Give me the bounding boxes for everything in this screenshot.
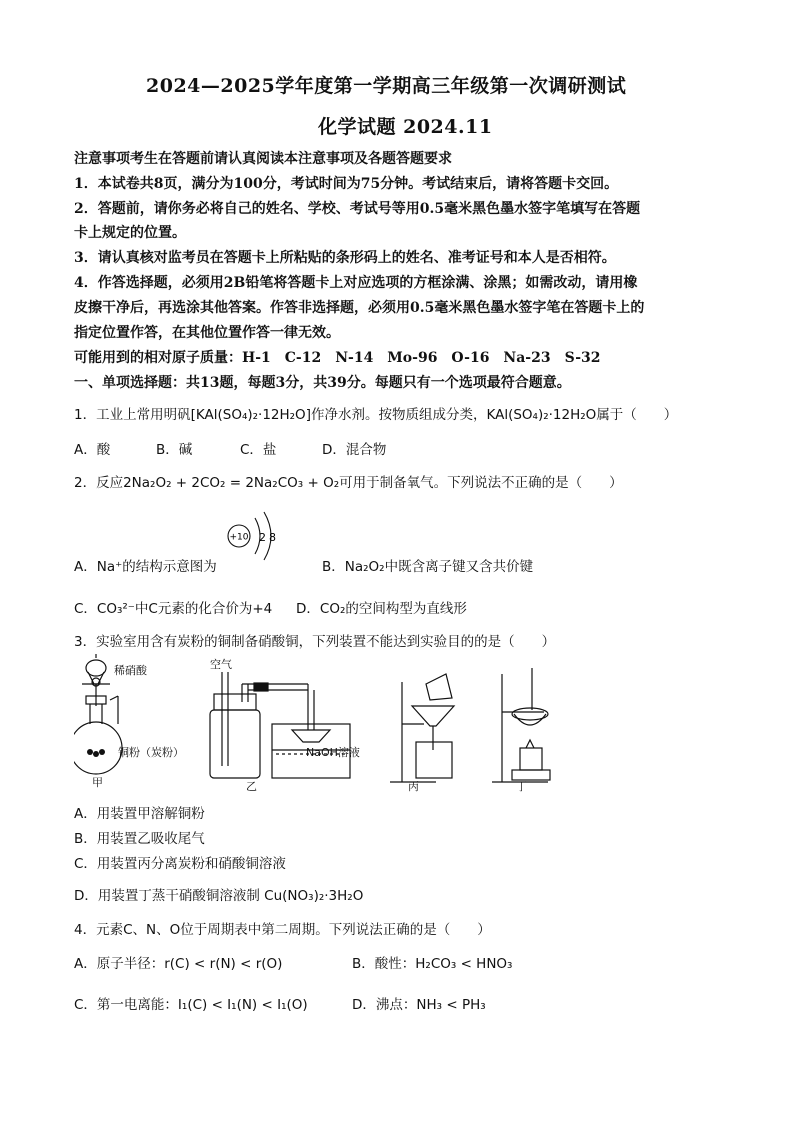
question-3-stem: 3．实验室用含有炭粉的铜制备硝酸铜，下列装置不能达到实验目的的是（ ） [74, 634, 556, 650]
question-1-stem: 1．工业上常用明矾[KAl(SO₄)₂·12H₂O]作净水剂。按物质组成分类，KAl(SO₄)₂·12H₂O属于（ ） [74, 407, 678, 423]
svg-text:8: 8 [269, 531, 276, 544]
question-2-option-c: C．CO₃²⁻中C元素的化合价为+4 [74, 601, 273, 617]
svg-text:丙: 丙 [408, 780, 419, 793]
question-3-option-c: C．用装置丙分离炭粉和硝酸铜溶液 [74, 856, 286, 872]
question-2-option-a: A．Na⁺的结构示意图为 [74, 559, 217, 575]
question-2-option-b: B．Na₂O₂中既含离子键又含共价键 [322, 559, 534, 575]
notice-item-4-line-1: 4．作答选择题，必须用2B铅笔将答题卡上对应选项的方框涂满、涂黑；如需改动，请用橡 [74, 275, 638, 291]
question-1-option-b: B．碱 [156, 442, 193, 458]
question-1-option-a: A．酸 [74, 442, 111, 458]
notice-heading: 注意事项考生在答题前请认真阅读本注意事项及各题答题要求 [74, 151, 452, 167]
question-4-stem: 4．元素C、N、O位于周期表中第二周期。下列说法正确的是（ ） [74, 922, 491, 938]
question-4-option-d: D．沸点：NH₃ < PH₃ [352, 997, 486, 1013]
question-4-option-a: A．原子半径：r(C) < r(N) < r(O) [74, 956, 283, 972]
sodium-ion-structure-diagram [222, 508, 286, 564]
question-4-option-c: C．第一电离能：I₁(C) < I₁(N) < I₁(O) [74, 997, 308, 1013]
question-3-option-a: A．用装置甲溶解铜粉 [74, 806, 205, 822]
question-1-option-d: D．混合物 [322, 442, 387, 458]
svg-text:NaOH溶液: NaOH溶液 [306, 746, 360, 759]
notice-item-2-line-2: 卡上规定的位置。 [74, 225, 186, 241]
section-heading: 一、单项选择题：共13题，每题3分，共39分。每题只有一个选项最符合题意。 [74, 375, 571, 391]
svg-text:2: 2 [259, 531, 266, 544]
svg-text:铜粉（炭粉）: 铜粉（炭粉） [118, 746, 184, 759]
question-2-stem: 2．反应2Na₂O₂ + 2CO₂ = 2Na₂CO₃ + O₂可用于制备氧气。下列说法不正确的是（ ） [74, 475, 623, 491]
question-2-option-d: D．CO₂的空间构型为直线形 [296, 601, 467, 617]
svg-text:丁: 丁 [516, 780, 527, 793]
exam-title: 2024—2025学年度第一学期高三年级第一次调研测试 [146, 75, 627, 97]
svg-text:+10: +10 [229, 532, 249, 543]
svg-text:稀硝酸: 稀硝酸 [114, 664, 147, 677]
notice-item-4-line-2: 皮擦干净后，再选涂其他答案。作答非选择题，必须用0.5毫米黑色墨水签字笔在答题卡上的 [74, 300, 645, 316]
question-3-apparatus-figure [74, 654, 574, 799]
question-3-option-b: B．用装置乙吸收尾气 [74, 831, 205, 847]
atomic-masses: 可能用到的相对原子质量：H-1 C-12 N-14 Mo-96 O-16 Na-23 S-32 [74, 350, 601, 366]
svg-text:乙: 乙 [246, 780, 257, 793]
question-1-option-c: C．盐 [240, 442, 277, 458]
notice-item-2-line-1: 2．答题前，请你务必将自己的姓名、学校、考试号等用0.5毫米黑色墨水签字笔填写在答题 [74, 201, 641, 217]
svg-text:甲: 甲 [92, 776, 103, 789]
question-3-option-d: D．用装置丁蒸干硝酸铜溶液制 Cu(NO₃)₂·3H₂O [74, 888, 364, 904]
question-4-option-b: B．酸性：H₂CO₃ < HNO₃ [352, 956, 513, 972]
exam-subtitle: 化学试题 2024.11 [318, 116, 493, 138]
notice-item-4-line-3: 指定位置作答，在其他位置作答一律无效。 [74, 325, 340, 341]
notice-item-1: 1．本试卷共8页，满分为100分，考试时间为75分钟。考试结束后，请将答题卡交回。 [74, 176, 619, 192]
svg-text:空气: 空气 [210, 658, 232, 671]
notice-item-3: 3．请认真核对监考员在答题卡上所粘贴的条形码上的姓名、准考证号和本人是否相符。 [74, 250, 616, 266]
